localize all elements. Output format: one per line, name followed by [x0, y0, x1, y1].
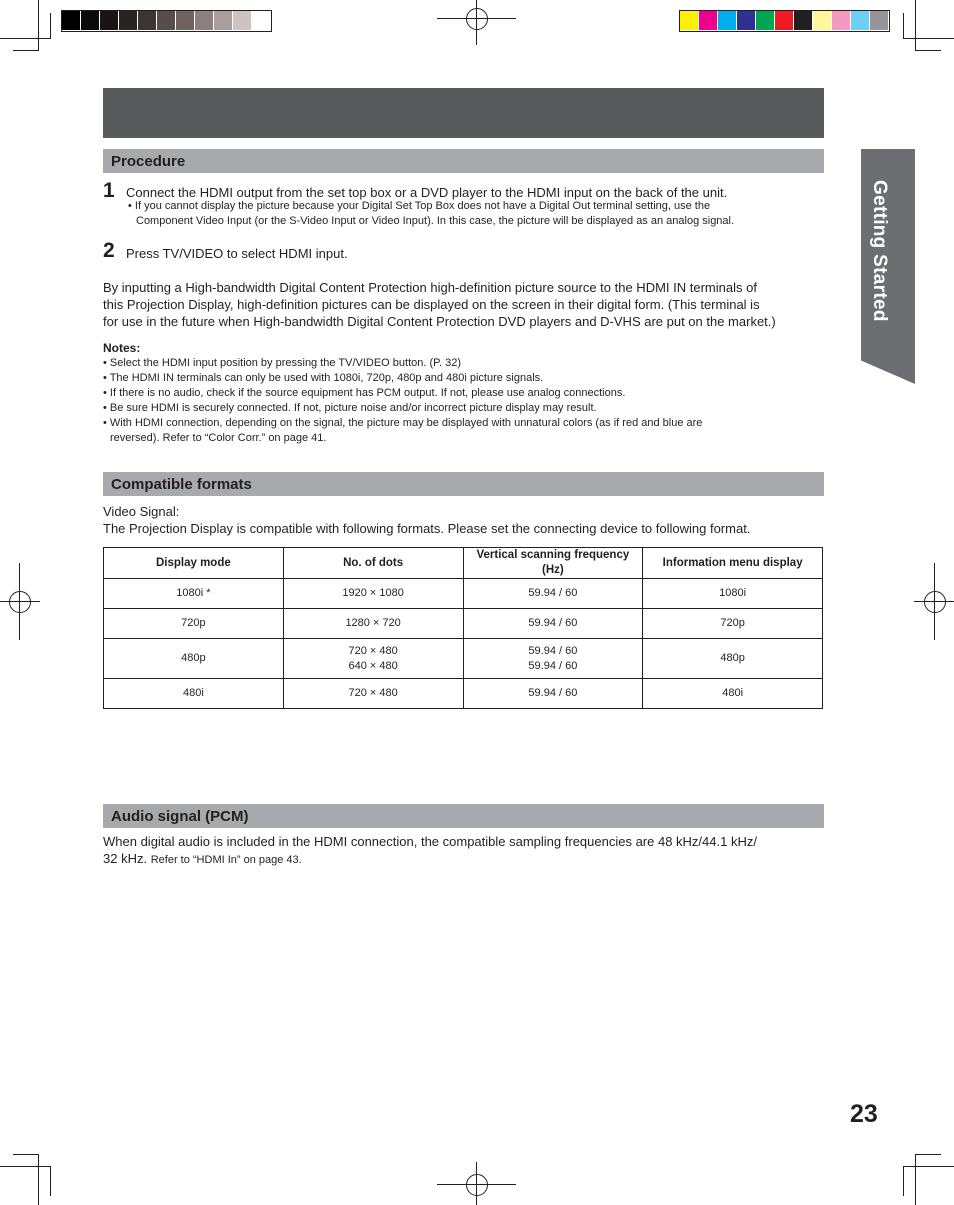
column-header: No. of dots	[283, 548, 463, 579]
color-swatch	[233, 11, 252, 30]
registration-mark-line	[476, 1162, 477, 1205]
color-swatch	[737, 11, 756, 30]
color-calibration-bar	[679, 10, 890, 32]
video-signal-label: Video Signal:	[103, 504, 180, 519]
page-number: 23	[850, 1100, 878, 1128]
table-cell: 720 × 480 640 × 480	[283, 639, 463, 679]
registration-mark	[466, 8, 488, 30]
color-swatch	[718, 11, 737, 30]
step-1-note: • If you cannot display the picture because your Digital Set Top Box does not have a Digital Out terminal setting, use the	[128, 200, 711, 212]
table-cell: 480i	[643, 679, 823, 709]
table-cell: 1920 × 1080	[283, 579, 463, 609]
audio-reference: Refer to “HDMI In” on page 43.	[150, 854, 302, 866]
formats-heading: Compatible formats	[103, 472, 824, 496]
crop-mark	[903, 1166, 954, 1167]
color-swatch	[699, 11, 718, 30]
color-swatch	[138, 11, 157, 30]
color-swatch	[119, 11, 138, 30]
color-swatch	[794, 11, 813, 30]
color-swatch	[252, 11, 271, 30]
table-cell: 1080i	[643, 579, 823, 609]
formats-intro: The Projection Display is compatible with following formats. Please set the connecting device to following format.	[103, 521, 751, 536]
table-header-row	[104, 548, 823, 579]
crop-mark	[903, 13, 904, 39]
note-item: • Be sure HDMI is securely connected. If not, picture noise and/or incorrect picture display may result.	[103, 402, 597, 414]
crop-mark	[38, 1154, 39, 1205]
table-cell: 59.94 / 60	[463, 579, 643, 609]
color-swatch	[157, 11, 176, 30]
color-swatch	[62, 11, 81, 30]
color-swatch	[813, 11, 832, 30]
note-item: • If there is no audio, check if the source equipment has PCM output. If not, please use analog connections.	[103, 387, 626, 399]
crop-mark	[38, 0, 39, 51]
table-cell: 720p	[104, 609, 284, 639]
registration-mark	[924, 591, 946, 613]
audio-text-cont	[103, 850, 302, 869]
color-swatch	[680, 11, 699, 30]
crop-mark	[13, 1154, 39, 1155]
crop-mark	[50, 1166, 51, 1196]
table-cell: 480p	[643, 639, 823, 679]
color-swatch	[756, 11, 775, 30]
registration-mark-line	[19, 563, 20, 640]
table-row	[104, 579, 823, 609]
crop-mark	[0, 1166, 51, 1167]
color-swatch	[832, 11, 851, 30]
color-swatch	[176, 11, 195, 30]
crop-mark	[0, 38, 51, 39]
crop-mark	[903, 1166, 904, 1196]
registration-mark-line	[0, 601, 40, 602]
crop-mark	[50, 13, 51, 39]
color-swatch	[81, 11, 100, 30]
page-header-band	[103, 88, 824, 138]
table-row	[104, 679, 823, 709]
audio-text: When digital audio is included in the HDMI connection, the compatible sampling frequencies are 48 kHz/44.1 kHz/	[103, 834, 757, 849]
step-1-text: Connect the HDMI output from the set top box or a DVD player to the HDMI input on the back of the unit.	[126, 185, 728, 200]
note-item: • Select the HDMI input position by pressing the TV/VIDEO button. (P. 32)	[103, 357, 462, 369]
side-tab-label: Getting Started	[869, 180, 890, 322]
color-swatch	[775, 11, 794, 30]
note-item: • With HDMI connection, depending on the signal, the picture may be displayed with unnatural colors (as if red and blue are	[103, 417, 703, 429]
color-swatch	[851, 11, 870, 30]
color-swatch	[870, 11, 889, 30]
column-header: Display mode	[104, 548, 284, 579]
step-1-note-cont: Component Video Input (or the S-Video Input or Video Input). In this case, the picture will be displayed as an analog signal.	[136, 215, 735, 227]
crop-mark	[915, 1154, 916, 1205]
table-cell: 480i	[104, 679, 284, 709]
crop-mark	[915, 50, 941, 51]
color-swatch	[100, 11, 119, 30]
registration-mark	[466, 1174, 488, 1196]
column-header: Vertical scanning frequency (Hz)	[463, 548, 643, 579]
table-cell: 1080i *	[104, 579, 284, 609]
audio-text-main: 32 kHz.	[103, 851, 148, 866]
notes-title: Notes:	[103, 341, 141, 355]
hdcp-paragraph-line: By inputting a High-bandwidth Digital Content Protection high-definition picture source to the HDMI IN terminals of	[103, 280, 757, 295]
color-swatch	[195, 11, 214, 30]
table-cell: 1280 × 720	[283, 609, 463, 639]
gray-calibration-bar	[61, 10, 272, 32]
crop-mark	[915, 0, 916, 51]
note-item-cont: reversed). Refer to “Color Corr.” on page 41.	[110, 432, 327, 444]
crop-mark	[903, 38, 954, 39]
step-1-number: 1	[103, 179, 115, 202]
procedure-heading: Procedure	[103, 149, 824, 173]
column-header: Information menu display	[643, 548, 823, 579]
step-2-text: Press TV/VIDEO to select HDMI input.	[126, 246, 348, 261]
table-cell: 720p	[643, 609, 823, 639]
note-item: • The HDMI IN terminals can only be used with 1080i, 720p, 480p and 480i picture signals.	[103, 372, 544, 384]
table-cell: 720 × 480	[283, 679, 463, 709]
table-row	[104, 639, 823, 679]
step-2-number: 2	[103, 239, 115, 262]
registration-mark-line	[476, 0, 477, 45]
table-cell: 59.94 / 60	[463, 609, 643, 639]
table-row	[104, 609, 823, 639]
hdcp-paragraph-line: this Projection Display, high-definition pictures can be displayed on the screen in their digital form. (This terminal is	[103, 297, 760, 312]
crop-mark	[915, 1154, 941, 1155]
crop-mark	[13, 50, 39, 51]
color-swatch	[214, 11, 233, 30]
hdcp-paragraph-line: for use in the future when High-bandwidth Digital Content Protection DVD players and D-VHS are put on the market.)	[103, 314, 776, 329]
formats-table	[103, 547, 823, 709]
table-cell: 59.94 / 60	[463, 679, 643, 709]
table-cell: 480p	[104, 639, 284, 679]
audio-heading: Audio signal (PCM)	[103, 804, 824, 828]
registration-mark-line	[934, 563, 935, 640]
registration-mark	[9, 591, 31, 613]
table-cell: 59.94 / 60 59.94 / 60	[463, 639, 643, 679]
